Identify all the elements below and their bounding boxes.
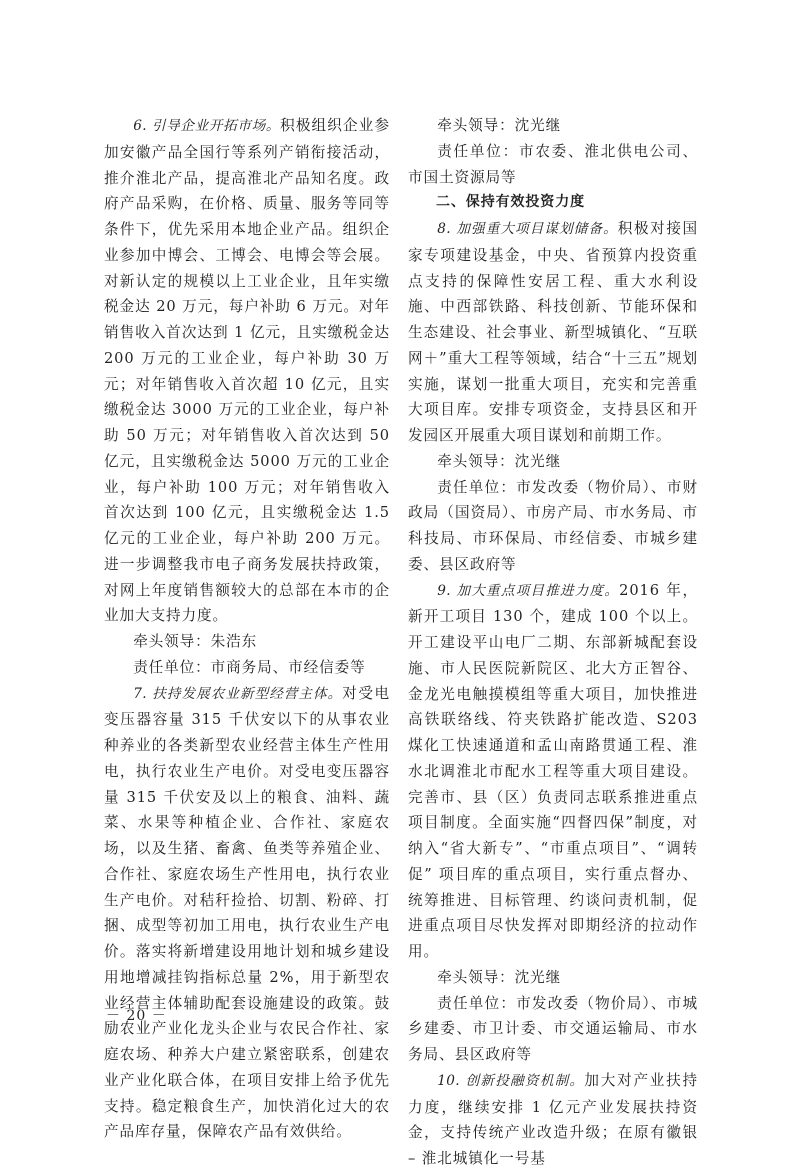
item-10-text: 加大对产业扶持力度，继续安排 1 亿元产业发展扶持资金，支持传统产业改造升级；在原有徽银 – 淮北城镇化一号基 [408, 1071, 698, 1167]
right-column [408, 113, 698, 1172]
item-7-lead: 牵头领导：沈光继 [437, 117, 562, 134]
item-9-responsible: 责任单位：市发改委（物价局）、市城乡建委、市卫计委、市交通运输局、市水务局、县区政府等 [408, 994, 698, 1063]
item-9-lead: 牵头领导：沈光继 [437, 968, 562, 986]
item-9-heading: 9. 加大重点项目推进力度。 [437, 582, 620, 599]
item-9-text: 2016 年，新开工项目 130 个，建成 100 个以上。开工建设平山电厂二期、东部新城配套设施、市人民医院新院区、北大方正智谷、金龙光电触摸模组等重大项目，加快推进高铁联络线、符夹铁路扩能改造、S203 煤化工快速通道和孟山南路贯通工程、淮水北调淮北市配水工程等重大项目建设。完善市、县（区）负责同志联系推进重点项目制度。全面实施“四督四保”制度，对纳入“省大新专”、“市重点项目”、“调转促” 项目库的重点项目，实行重点督办、统筹推进、目标管理、约谈问责机制，促进重点项目尽快发挥对即期经济的拉动作用。 [408, 581, 698, 960]
item-7-text: 对受电变压器容量 315 千伏安以下的从事农业种养业的各类新型农业经营主体生产性用电，执行农业生产电价。对受电变压器容量 315 千伏安及以上的粮食、油料、蔬菜、水果等种植企业、合作社、家庭农场，以及生猪、畜禽、鱼类等养殖企业、合作社、家庭农场生产性用电，执行农业生产电价。对秸秆捡拾、切割、粉碎、打捆、成型等初加工用电，执行农业生产电价。落实将新增建设用地计划和城乡建设用地增减挂钩指标总量 2%，用于新型农业经营主体辅助配套设施建设的政策。鼓励农业产业化龙头企业与农民合作社、家庭农场、种养大户建立紧密联系，创建农业产业化联合体，在项目安排上给予优先支持。稳定粮食生产，加快消化过大的农产品库存量，保障农产品有效供给。 [104, 684, 390, 1141]
item-8-text: 积极对接国家专项建设基金，中央、省预算内投资重点支持的保障性安居工程、重大水利设施、中西部铁路、科技创新、节能环保和生态建设、社会事业、新型城镇化、“互联网＋”重大工程等领域，结合“十三五”规划实施，谋划一批重大项目，充实和完善重大项目库。安排专项资金，支持县区和开发园区开展重大项目谋划和前期工作。 [408, 220, 698, 444]
section-heading-2: 二、保持有效投资力度 [436, 194, 585, 211]
item-8-heading: 8. 加强重大项目谋划储备。 [437, 221, 618, 237]
item-6-lead: 牵头领导：朱浩东 [133, 633, 258, 650]
item-10-heading: 10. 创新投融资机制。 [437, 1072, 585, 1089]
item-6-text: 积极组织企业参加安徽产品全国行等系列产销衔接活动，推介淮北产品，提高淮北产品知名度。政府产品采购，在价格、质量、服务等同等条件下，优先采用本地企业产品。组织企业参加中博会、工博会、电博会等会展。对新认定的规模以上工业企业，且年实缴税金达 20 万元，每户补助 6 万元。对年销售收入首次达到 1 亿元，且实缴税金达 200 万元的工业企业，每户补助 30 万元；对年销售收入首次超 10 亿元，且实缴税金达 3000 万元的工业企业，每户补助 50 万元；对年销售收入首次达到 50 亿元，且实缴税金达 5000 万元的工业企业，每户补助 100 万元；对年销售收入首次达到 100 亿元，且实缴税金达 1.5 亿元的工业企业，每户补助 200 万元。进一步调整我市电子商务发展扶持政策，对网上年度销售额较大的总部在本市的企业加大支持力度。 [104, 117, 390, 625]
left-column [104, 113, 390, 1145]
item-10-paragraph [408, 1068, 698, 1172]
item-9-paragraph [408, 578, 698, 965]
item-7-paragraph [104, 681, 390, 1146]
item-6-heading: 6. 引导企业开拓市场。 [133, 118, 281, 134]
item-7-responsible: 责任单位：市农委、淮北供电公司、市国土资源局等 [408, 142, 698, 186]
item-7-heading: 7. 扶持发展农业新型经营主体。 [133, 685, 343, 702]
item-8-responsible: 责任单位：市发改委（物价局）、市财政局（国资局）、市房产局、市水务局、市科技局、市环保局、市经信委、市城乡建委、县区政府等 [408, 478, 698, 573]
item-8-paragraph [408, 216, 698, 449]
page-number: － 20 － [106, 1008, 167, 1024]
item-8-lead: 牵头领导：沈光继 [437, 452, 562, 470]
item-6-paragraph [104, 113, 390, 629]
item-6-responsible: 责任单位：市商务局、市经信委等 [133, 658, 366, 676]
